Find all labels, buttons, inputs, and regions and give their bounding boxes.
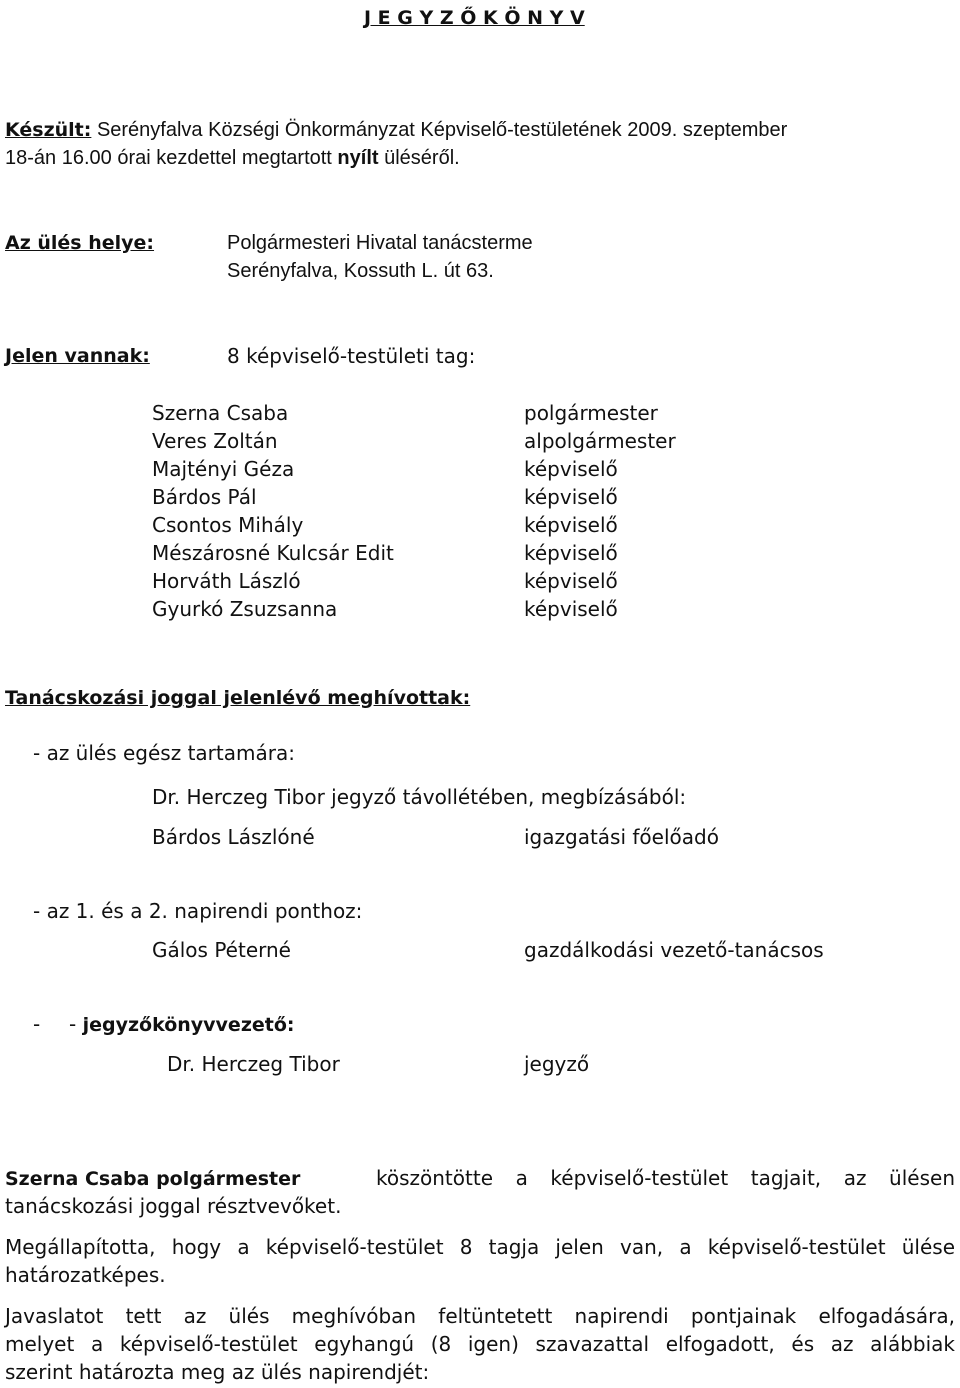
made-text-2-post: üléséről. (378, 147, 460, 169)
recorder-label-prefix: - (69, 1012, 83, 1036)
recorder-name: Dr. Herczeg Tibor (167, 1052, 340, 1076)
member-role: képviselő (524, 457, 618, 481)
invited-agenda-label: - az 1. és a 2. napirendi ponthoz: (33, 899, 363, 923)
made-label: Készült: (5, 119, 92, 141)
paragraph-1-rest: köszöntötte a képviselő-testület tagjait, az ülésen (376, 1166, 955, 1190)
invited-whole-role: igazgatási főelőadó (524, 825, 719, 849)
recorder-role: jegyző (524, 1052, 590, 1076)
made-line-2 (5, 144, 460, 172)
present-label: Jelen vannak: (5, 345, 150, 367)
paragraph-3-line-1: Javaslatot tett az ülés meghívóban feltüntetett napirendi pontjainak elfogadására, (5, 1304, 955, 1328)
paragraph-3-line-3: szerint határozta meg az ülés napirendjét: (5, 1360, 430, 1384)
made-line-1 (5, 116, 787, 144)
made-text-1: Serényfalva Községi Önkormányzat Képviselő-testületének 2009. szeptember (96, 119, 788, 141)
recorder-dash: - (33, 1012, 41, 1036)
member-name: Mészárosné Kulcsár Edit (152, 541, 394, 565)
made-text-2-pre: 18-án 16.00 órai kezdettel megtartott (5, 147, 338, 169)
member-name: Szerna Csaba (152, 401, 289, 425)
member-role: polgármester (524, 401, 658, 425)
paragraph-1-line-2: tanácskozási joggal résztvevőket. (5, 1194, 342, 1218)
member-roles (524, 399, 676, 623)
member-name: Gyurkó Zsuzsanna (152, 597, 338, 621)
member-name: Horváth László (152, 569, 301, 593)
invited-heading: Tanácskozási joggal jelenlévő meghívottak: (5, 687, 471, 709)
paragraph-1-bold: Szerna Csaba polgármester (5, 1168, 301, 1190)
made-text-2-bold: nyílt (337, 147, 379, 169)
member-list (152, 399, 394, 623)
member-role: képviselő (524, 485, 618, 509)
member-name: Veres Zoltán (152, 429, 278, 453)
venue-label: Az ülés helye: (5, 232, 155, 254)
member-role: képviselő (524, 513, 618, 537)
venue-line-2: Serényfalva, Kossuth L. út 63. (227, 260, 494, 282)
invited-agenda-name: Gálos Péterné (152, 938, 291, 962)
paragraph-2-line-1: Megállapította, hogy a képviselő-testület 8 tagja jelen van, a képviselő-testület ülése (5, 1235, 955, 1259)
venue-line-1: Polgármesteri Hivatal tanácsterme (227, 232, 533, 254)
paragraph-3-line-2: melyet a képviselő-testület egyhangú (8 igen) szavazattal elfogadott, és az alábbiak (5, 1332, 955, 1356)
present-count: 8 képviselő-testületi tag: (227, 344, 476, 368)
paragraph-1-line-1 (5, 1164, 955, 1193)
invited-whole-note: Dr. Herczeg Tibor jegyző távollétében, megbízásából: (152, 785, 687, 809)
member-role: képviselő (524, 569, 618, 593)
invited-whole-name: Bárdos Lászlóné (152, 825, 315, 849)
member-role: alpolgármester (524, 429, 676, 453)
invited-whole-label: - az ülés egész tartamára: (33, 741, 295, 765)
paragraph-2-line-2: határozatképes. (5, 1263, 166, 1287)
member-name: Bárdos Pál (152, 485, 257, 509)
member-name: Csontos Mihály (152, 513, 304, 537)
page-title: J E G Y Z Ő K Ö N Y V (364, 7, 585, 29)
member-role: képviselő (524, 597, 618, 621)
member-name: Majtényi Géza (152, 457, 295, 481)
member-role: képviselő (524, 541, 618, 565)
recorder-label: jegyzőkönyvvezető: (82, 1014, 295, 1036)
invited-agenda-role: gazdálkodási vezető-tanácsos (524, 938, 824, 962)
recorder-label-line (69, 1010, 295, 1039)
